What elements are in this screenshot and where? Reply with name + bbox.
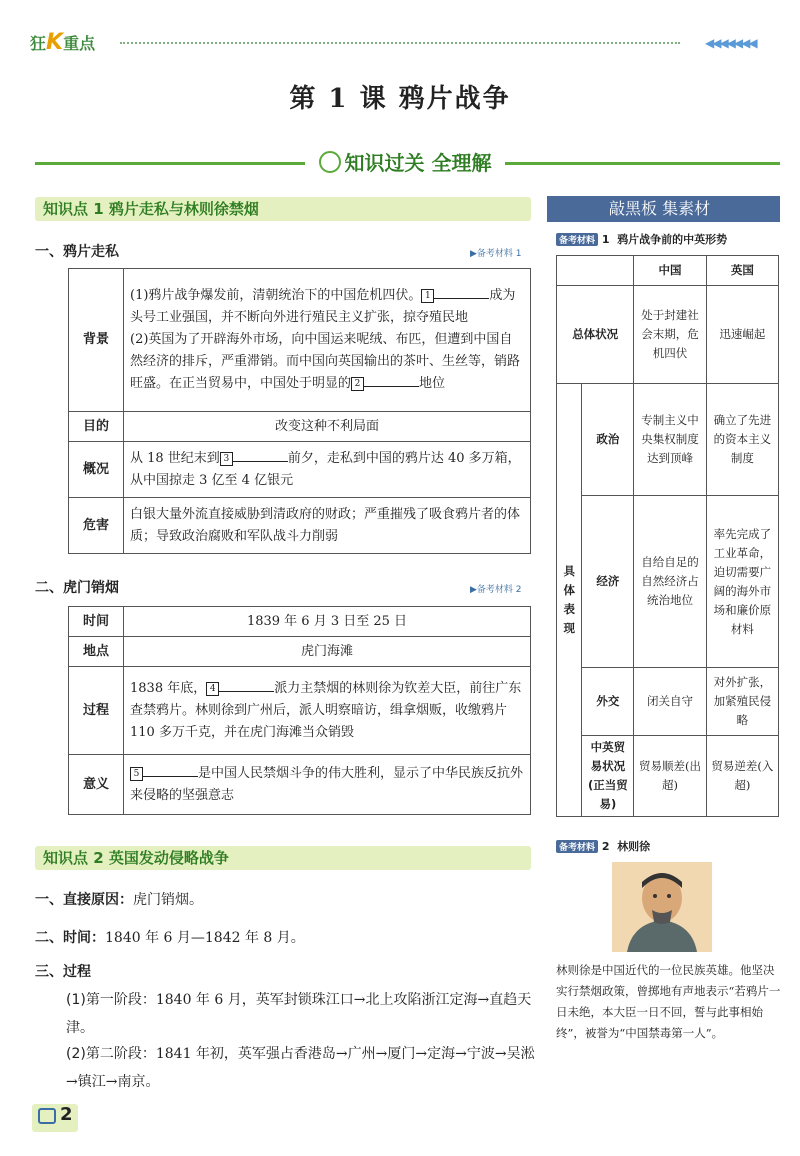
politics-uk: 确立了先进的资本主义制度: [706, 384, 778, 496]
material-2-title: 备考材料 2 林则徐: [556, 838, 650, 854]
trade-china: 贸易顺差(出超): [634, 736, 706, 817]
place-cell: 虎门海滩: [124, 637, 531, 667]
row-label: 意义: [69, 755, 124, 815]
harm-cell: 白银大量外流直接威胁到清政府的财政；严重摧残了吸食鸦片者的体质；导致政治腐败和军队战斗力削弱: [124, 498, 531, 554]
group-label: 具体表现: [557, 384, 582, 817]
significance-cell: 5 是中国人民禁烟斗争的伟大胜利，显示了中华民族反抗外来侵略的坚强意志: [124, 755, 531, 815]
section-line-right: [505, 162, 780, 165]
politics-china: 专制主义中央集权制度达到顶峰: [634, 384, 706, 496]
overall-label: 总体状况: [557, 286, 634, 384]
kp2-item-3: 三、过程: [35, 964, 91, 980]
kp2-item-2: 二、时间：1840 年 6 月—1842 年 8 月。: [35, 930, 305, 946]
row-label: 时间: [69, 607, 124, 637]
row-label: 目的: [69, 412, 124, 442]
trade-uk: 贸易逆差(入超): [706, 736, 778, 817]
row-label: 中英贸易状况(正当贸易): [582, 736, 634, 817]
material-1-title: 备考材料 1 鸦片战争前的中英形势: [556, 231, 727, 247]
humen-table: [68, 606, 531, 815]
section-line-left: [35, 162, 305, 165]
smuggling-table: [68, 268, 531, 554]
time-cell: 1839 年 6 月 3 日至 25 日: [124, 607, 531, 637]
part1-heading: 一、鸦片走私: [35, 244, 119, 260]
lin-zexu-text: 林则徐是中国近代的一位民族英雄。他坚决实行禁烟政策，曾掷地有声地表示“若鸦片一日未绝，本大臣一日不回，誓与此事相始终”，被誉为“中国禁毒第一人”。: [556, 963, 781, 1040]
overall-china: 处于封建社会末期，危机四伏: [634, 286, 706, 384]
row-label: 危害: [69, 498, 124, 554]
kp1-title: 知识点 1 鸦片走私与林则徐禁烟: [35, 197, 531, 221]
stage-1: (1)第一阶段：1840 年 6 月，英军封锁珠江口→北上攻陷浙江定海→直趋天津。: [66, 992, 532, 1036]
lesson-title: 第 1 课 鸦片战争: [289, 84, 511, 114]
header-arrows: ◀◀◀◀◀◀◀: [705, 36, 756, 50]
col-uk: 英国: [706, 256, 778, 286]
stage-2: (2)第二阶段：1841 年初，英军强占香港岛→广州→厦门→定海→宁波→吴淞→镇江→南京。: [66, 1046, 535, 1090]
purpose-cell: 改变这种不利局面: [124, 412, 531, 442]
lin-zexu-portrait: [612, 862, 712, 952]
diplomacy-uk: 对外扩张，加紧殖民侵略: [706, 668, 778, 736]
page-number: 2: [60, 1104, 73, 1125]
kp2-item-1: 一、直接原因：虎门销烟。: [35, 892, 203, 908]
economy-china: 自给自足的自然经济占统治地位: [634, 496, 706, 668]
row-label: 政治: [582, 384, 634, 496]
header-dotted-line: [120, 42, 680, 44]
china-uk-table: [556, 255, 779, 817]
row-label: 外交: [582, 668, 634, 736]
diplomacy-china: 闭关自守: [634, 668, 706, 736]
row-label: 过程: [69, 667, 124, 755]
kp2-title: 知识点 2 英国发动侵略战争: [35, 846, 531, 870]
sidebar-header: 敲黑板 集素材: [547, 196, 780, 222]
part2-heading: 二、虎门销烟: [35, 580, 119, 596]
background-cell: (1)鸦片战争爆发前，清朝统治下的中国危机四伏。 1 成为头号工业强国，并不断向外进行殖民主义扩张，掠夺殖民地 (2)英国为了开辟海外市场，向中国运来呢绒、布匹，但遭到中国自然经济的排斥，严重滞销。而中国向英国输出的茶叶、生丝等，销路旺盛。在正当贸易中，中国处于明显的 2 地位: [124, 269, 531, 412]
economy-uk: 率先完成了工业革命，迫切需要广阔的海外市场和廉价原材料: [706, 496, 778, 668]
part2-ref: ▶备考材料 2: [470, 585, 522, 595]
overall-uk: 迅速崛起: [706, 286, 778, 384]
row-label: 背景: [69, 269, 124, 412]
row-label: 地点: [69, 637, 124, 667]
book-icon: [38, 1108, 56, 1124]
overview-cell: 从 18 世纪末到 3 前夕，走私到中国的鸦片达 40 多万箱，从中国掠走 3 亿至 4 亿银元: [124, 442, 531, 498]
brand-logo: 狂K重点: [30, 30, 96, 55]
part1-ref: ▶备考材料 1: [470, 249, 522, 259]
refresh-icon: [319, 151, 341, 173]
col-china: 中国: [634, 256, 706, 286]
row-label: 经济: [582, 496, 634, 668]
process-cell: 1838 年底， 4 派力主禁烟的林则徐为钦差大臣，前往广东查禁鸦片。林则徐到广州后，派人明察暗访，缉拿烟贩，收缴鸦片 110 多万千克，并在虎门海滩当众销毁: [124, 667, 531, 755]
row-label: 概况: [69, 442, 124, 498]
section-title: 知识过关 全理解: [305, 147, 505, 176]
